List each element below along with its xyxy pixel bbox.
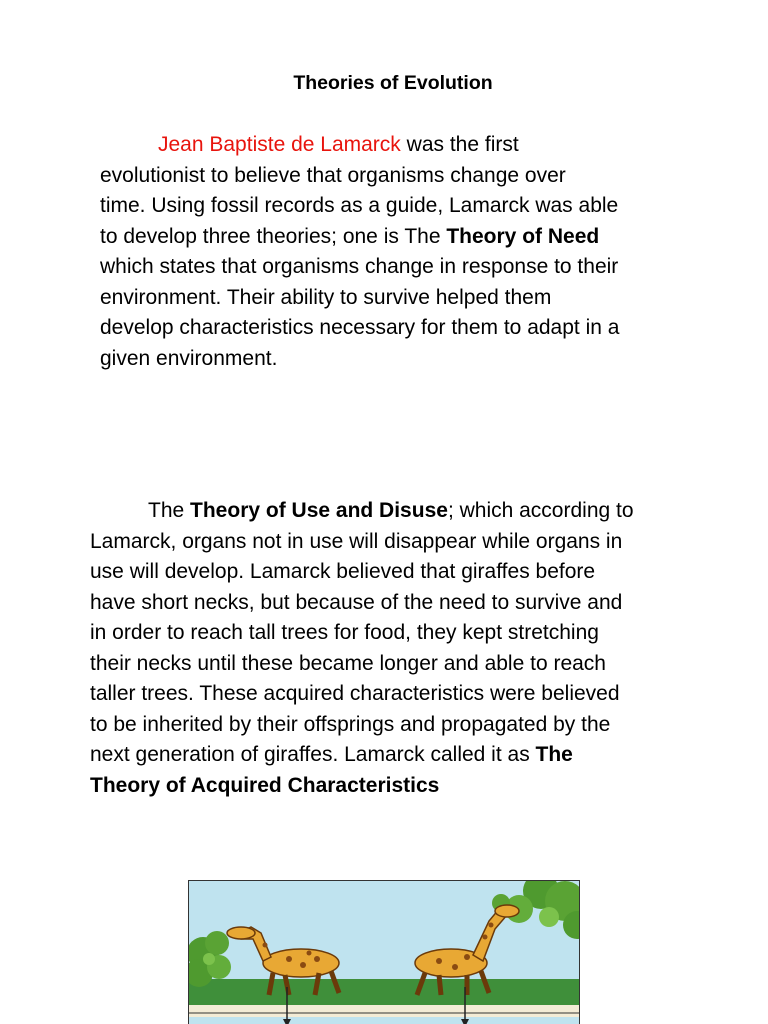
- paragraph-theory-of-need: [100, 130, 700, 374]
- paragraph-line: Lamarck, organs not in use will disappear while organs in: [90, 529, 623, 553]
- paragraph-line: taller trees. These acquired characteristics were believed: [90, 682, 620, 705]
- paragraph-line: given environment.: [100, 346, 278, 370]
- paragraph-line: [90, 771, 710, 802]
- text-span: ; which according to: [447, 499, 634, 522]
- text-span: next generation of giraffes. Lamarck called it as: [90, 743, 536, 766]
- paragraph-line: [90, 496, 710, 527]
- giraffe-illustration-svg: [189, 881, 580, 1024]
- text-span: was the first: [400, 133, 519, 156]
- paragraph-line: time. Using fossil records as a guide, Lamarck was able: [100, 194, 619, 217]
- acquired-characteristics-term: The: [535, 743, 573, 766]
- text-span: The: [148, 499, 191, 522]
- paragraph-line: [100, 222, 700, 253]
- lamarck-name: Jean Baptiste de Lamarck: [158, 133, 401, 156]
- paragraph-line: evolutionist to believe that organisms change over: [100, 163, 566, 187]
- paragraph-line: have short necks, but because of the need to survive and: [90, 590, 623, 614]
- paragraph-line: environment. Their ability to survive helped them: [100, 285, 552, 309]
- giraffe-illustration: [188, 880, 580, 1024]
- paragraph-line: [100, 130, 700, 161]
- paragraph-line: [90, 740, 710, 771]
- paragraph-line: develop characteristics necessary for them to adapt in a: [100, 316, 620, 339]
- paragraph-line: to be inherited by their offsprings and propagated by the: [90, 712, 611, 736]
- theory-of-need-term: Theory of Need: [446, 224, 600, 248]
- paragraph-line: which states that organisms change in response to their: [100, 255, 619, 278]
- paragraph-line: their necks until these became longer and able to reach: [90, 651, 606, 675]
- paragraph-line: in order to reach tall trees for food, they kept stretching: [90, 621, 599, 644]
- text-span: to develop three theories; one is The: [100, 224, 447, 248]
- lower-band: [189, 1005, 580, 1019]
- document-title: Theories of Evolution: [293, 72, 493, 94]
- use-and-disuse-term: Theory of Use and Disuse: [190, 499, 448, 522]
- paragraph-use-and-disuse: [90, 496, 710, 801]
- acquired-characteristics-term: Theory of Acquired Characteristics: [90, 773, 440, 797]
- ground: [189, 979, 580, 1005]
- second-panel-sky: [189, 1017, 580, 1024]
- paragraph-line: use will develop. Lamarck believed that giraffes before: [90, 560, 596, 583]
